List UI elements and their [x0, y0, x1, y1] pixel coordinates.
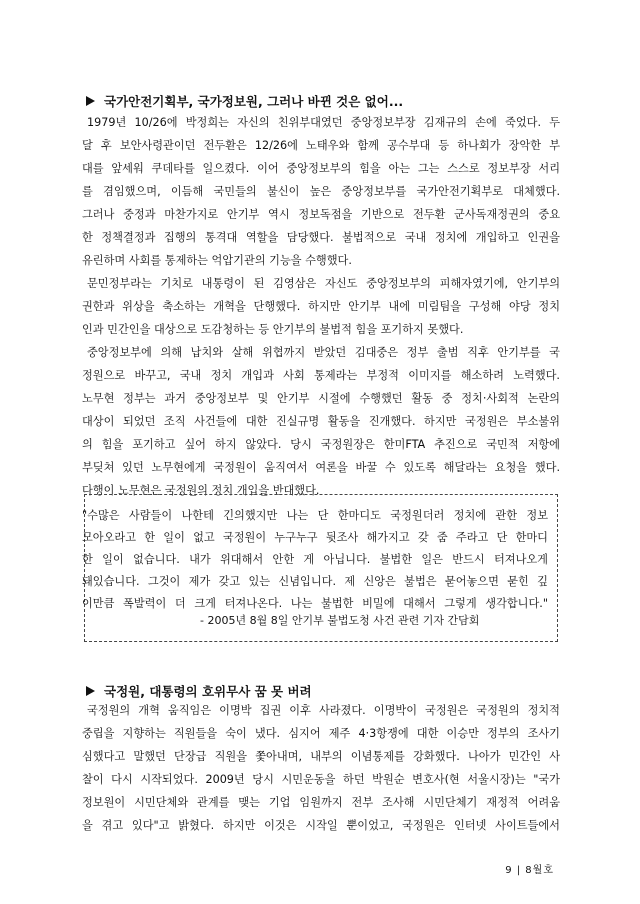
text-line: 달 후 보안사령관이던 전두환은 12/26에 노태우와 함께 공수부대 등 하나회가 장악한 부 [82, 139, 560, 152]
section-title-text: 국정원, 대통령의 호위무사 꿈 못 버려 [104, 684, 312, 699]
triangle-bullet-icon [86, 686, 95, 696]
text-line: 유린하며 사회를 통제하는 억압기관의 기능을 수행했다. [82, 254, 352, 267]
text-line: 부딪쳐 있던 노무현에게 국정원이 움직여서 여론을 바꿀 수 있도록 해달라는 요청을 했다. [82, 461, 560, 474]
section-title-2 [86, 682, 312, 700]
section2-paragraph-1 [82, 699, 560, 837]
text-line: 권한과 위상을 축소하는 개혁을 단행했다. 하지만 안기부 내에 미림팀을 구성해 야당 정치 [82, 300, 560, 313]
text-line: 정원으로 바꾸고, 국내 정치 개입과 사회 통제라는 부정적 이미지를 해소하려 노력했다. [82, 369, 560, 382]
quote-line: 한 일이 없습니다. 내가 위대해서 안한 게 아닙니다. 불법한 일은 반드시 터져나오게 [82, 553, 548, 566]
text-line: 을 겪고 있다"고 밝혔다. 하지만 이것은 시작일 뿐이었고, 국정원은 인터넷 사이트들에서 [82, 819, 560, 832]
quote-citation: - 2005년 8월 8일 안기부 불법도청 사건 관련 기자 간담회 [200, 614, 480, 627]
page-number: 9 | 8월호 [505, 865, 554, 876]
triangle-bullet-icon [86, 96, 95, 106]
section-title-text: 국가안전기획부, 국가정보원, 그러나 바뀐 것은 없어... [104, 94, 404, 109]
section1-paragraph-3 [82, 341, 560, 502]
text-line: 문민정부라는 기치로 내통령이 된 김영삼은 자신도 중앙정보부의 피해자였기에, 안기부의 [87, 277, 560, 290]
quote-line: 돼있습니다. 그것이 제가 갖고 있는 신념입니다. 제 신앙은 불법은 묻어놓으면 묻힌 깊 [82, 575, 548, 588]
text-line: 심했다고 말했던 단장급 직원을 쫓아내며, 내부의 이념통제를 강화했다. 나아가 민간인 사 [82, 750, 560, 763]
section-title-1 [86, 92, 403, 110]
text-line: 국정원의 개혁 움직임은 이명박 집권 이후 사라졌다. 이명박이 국정원은 국정원의 정치적 [87, 704, 560, 717]
text-line: 정보원이 시민단체와 관계를 맺는 기업 임원까지 전부 조사해 시민단체기 재정적 어려움 [82, 796, 560, 809]
section1-paragraph-1 [82, 111, 560, 272]
text-line: 인과 민간인을 대상으로 도감청하는 등 안기부의 불법적 힘을 포기하지 못했다. [82, 323, 464, 336]
quote-line: 이만큼 폭발력이 더 크게 터져나온다. 나는 불법한 비밀에 대해서 그렇게 생각합니다." [82, 597, 548, 610]
text-line: 중립을 지향하는 직원들을 숙이 냈다. 심지어 제주 4·3항쟁에 대한 이승만 정부의 조사기 [82, 727, 560, 740]
text-line: 를 겸임했으며, 이듬해 국민들의 불신이 높은 중앙정보부를 국가안전기획부로 대체했다. [82, 185, 560, 198]
text-line: 의 힘을 포기하고 싶어 하지 않았다. 당시 국정원장은 한미FTA 추진으로 국민적 저항에 [82, 438, 560, 451]
text-line: 그러나 중정과 마찬가지로 안기부 역시 정보독점을 기반으로 전두환 군사독재정권의 중요 [82, 208, 560, 221]
text-line: 다행이 노무현은 국정원의 정치 개입을 반대했다. [82, 484, 320, 497]
text-line: 찰이 다시 시작되었다. 2009년 당시 시민운동을 하던 박원순 변호사(현 서울시장)는 "국가 [82, 773, 560, 786]
text-line: 한 정책결정과 집행의 통격대 역할을 담당했다. 불법적으로 국내 정치에 개입하고 인권을 [82, 231, 560, 244]
text-line: 대를 앞세워 쿠데타를 일으켰다. 이어 중앙정보부의 힘을 아는 그는 스스로 정보부장 서리 [82, 162, 560, 175]
quote-text [82, 505, 548, 615]
text-line: 1979년 10/26에 박정희는 자신의 친위부대였던 중앙정보부장 김재규의 손에 죽었다. 두 [87, 116, 560, 129]
text-line: 노무현 정부는 과거 중앙정보부 및 안기부 시절에 수행했던 활동 중 정치·사회적 논란의 [82, 392, 560, 405]
quote-line: 모아오라고 한 일이 없고 국정원이 누구누구 뒷조사 해가지고 갖 줌 주라고 단 한마디 [82, 531, 548, 544]
section1-paragraph-2 [82, 272, 560, 341]
quote-line: "수많은 사람들이 나한테 긴의했지만 나는 단 한마디도 국정원더러 정치에 관한 정보 [82, 509, 548, 522]
text-line: 중앙정보부에 의해 납치와 살해 위협까지 받았던 김대중은 정부 출범 직후 안기부를 국 [87, 346, 560, 359]
text-line: 대상이 되었던 조직 사건들에 대한 진실규명 활동을 진개했다. 하지만 국정원은 부소불위 [82, 415, 560, 428]
